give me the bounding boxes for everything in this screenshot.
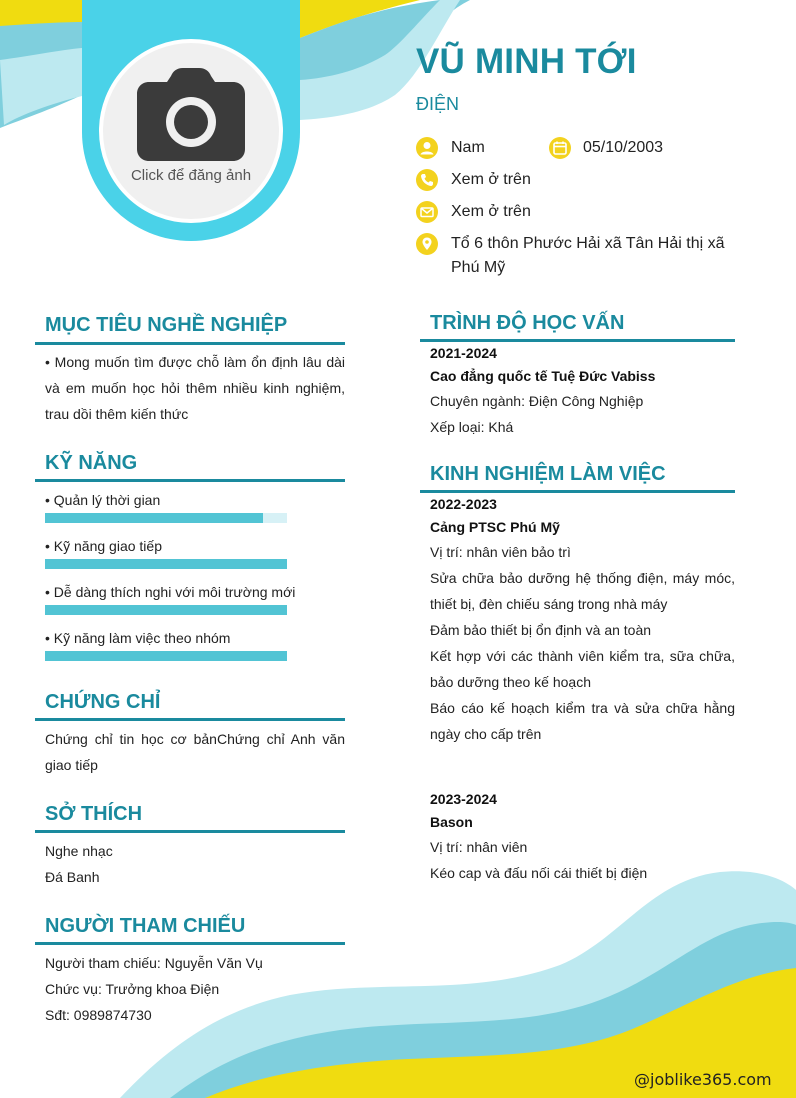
objective-title: MỤC TIÊU NGHỀ NGHIỆP [45,314,288,336]
education-year: 2021-2024 [430,345,497,361]
certificates-text: Chứng chỉ tin học cơ bảnChứng chỉ Anh văn giao tiếp [45,731,345,773]
dob-value: 05/10/2003 [583,139,664,156]
objective-divider [35,342,345,345]
skill-bar-track [45,513,287,523]
location-icon [416,233,438,255]
hobby-item: Đá Banh [45,869,100,885]
skill-bar-fill [45,651,287,661]
address-value: Tổ 6 thôn Phước Hải xã Tân Hải thị xã Phú Mỹ [451,235,725,276]
skill-bar-track [45,651,287,661]
job-line: Vị trí: nhân viên [430,839,528,855]
job-line: Sửa chữa bảo dưỡng hệ thống điện, máy móc, thiết bị, đèn chiếu sáng trong nhà máy [430,570,735,612]
certificates-title: CHỨNG CHỈ [45,691,161,713]
skill-bar-fill [45,513,263,523]
education-grade: Xếp loại: Khá [430,419,514,435]
certificates-divider [35,718,345,721]
references-divider [35,942,345,945]
watermark-text: @joblike365.com [634,1070,772,1089]
hobbies-divider [35,830,345,833]
job-line: Vị trí: nhân viên bảo trì [430,544,571,560]
reference-item: Sđt: 0989874730 [45,1007,152,1023]
skills-divider [35,479,345,482]
references-title: NGƯỜI THAM CHIẾU [45,915,246,937]
education-major: Chuyên ngành: Điện Công Nghiệp [430,393,644,409]
skill-label: • Kỹ năng giao tiếp [45,538,162,554]
job-line: Đảm bảo thiết bị ổn định và an toàn [430,622,652,638]
hobbies-title: SỞ THÍCH [45,803,143,825]
skill-bar-fill [45,559,287,569]
reference-item: Chức vụ: Trưởng khoa Điện [45,981,220,997]
candidate-role: ĐIỆN [416,94,460,114]
skill-label: • Dễ dàng thích nghi với môi trường mới [45,584,296,600]
camera-icon[interactable] [137,68,245,161]
job-year: 2023-2024 [430,791,497,807]
gender-value: Nam [451,139,485,156]
skill-label: • Kỹ năng làm việc theo nhóm [45,630,231,646]
skill-bar-track [45,559,287,569]
experience-divider [420,490,735,493]
job-line: Kết hợp với các thành viên kiểm tra, sữa chữa, bảo dưỡng theo kế hoạch [430,648,735,690]
education-school: Cao đẳng quốc tế Tuệ Đức Vabiss [430,368,656,384]
person-icon [416,137,438,159]
reference-item: Người tham chiếu: Nguyễn Văn Vụ [45,955,263,971]
education-title: TRÌNH ĐỘ HỌC VẤN [430,312,625,334]
email-icon [416,201,438,223]
photo-caption: Click để đăng ảnh [130,167,252,184]
skill-bar-track [45,605,287,615]
skill-bar-fill [45,605,287,615]
phone-icon [416,169,438,191]
email-value: Xem ở trên [451,203,531,220]
calendar-icon [549,137,571,159]
objective-text: • Mong muốn tìm được chỗ làm ổn định lâu dài và em muốn học hỏi thêm nhiều kinh nghiệm, trau dồi thêm kiến thức [45,354,345,422]
job-line: Kéo cap và đấu nối cái thiết bị điện [430,865,648,881]
skill-label: • Quản lý thời gian [45,492,161,508]
candidate-name: VŨ MINH TỚI [416,42,637,81]
education-divider [420,339,735,342]
job-year: 2022-2023 [430,496,497,512]
hobby-item: Nghe nhạc [45,843,113,859]
skills-title: KỸ NĂNG [45,452,138,474]
job-company: Cảng PTSC Phú Mỹ [430,519,560,535]
phone-value: Xem ở trên [451,171,531,188]
job-company: Bason [430,814,473,830]
job-line: Báo cáo kế hoạch kiểm tra và sửa chữa hằng ngày cho cấp trên [430,700,735,742]
experience-title: KINH NGHIỆM LÀM VIỆC [430,463,666,485]
